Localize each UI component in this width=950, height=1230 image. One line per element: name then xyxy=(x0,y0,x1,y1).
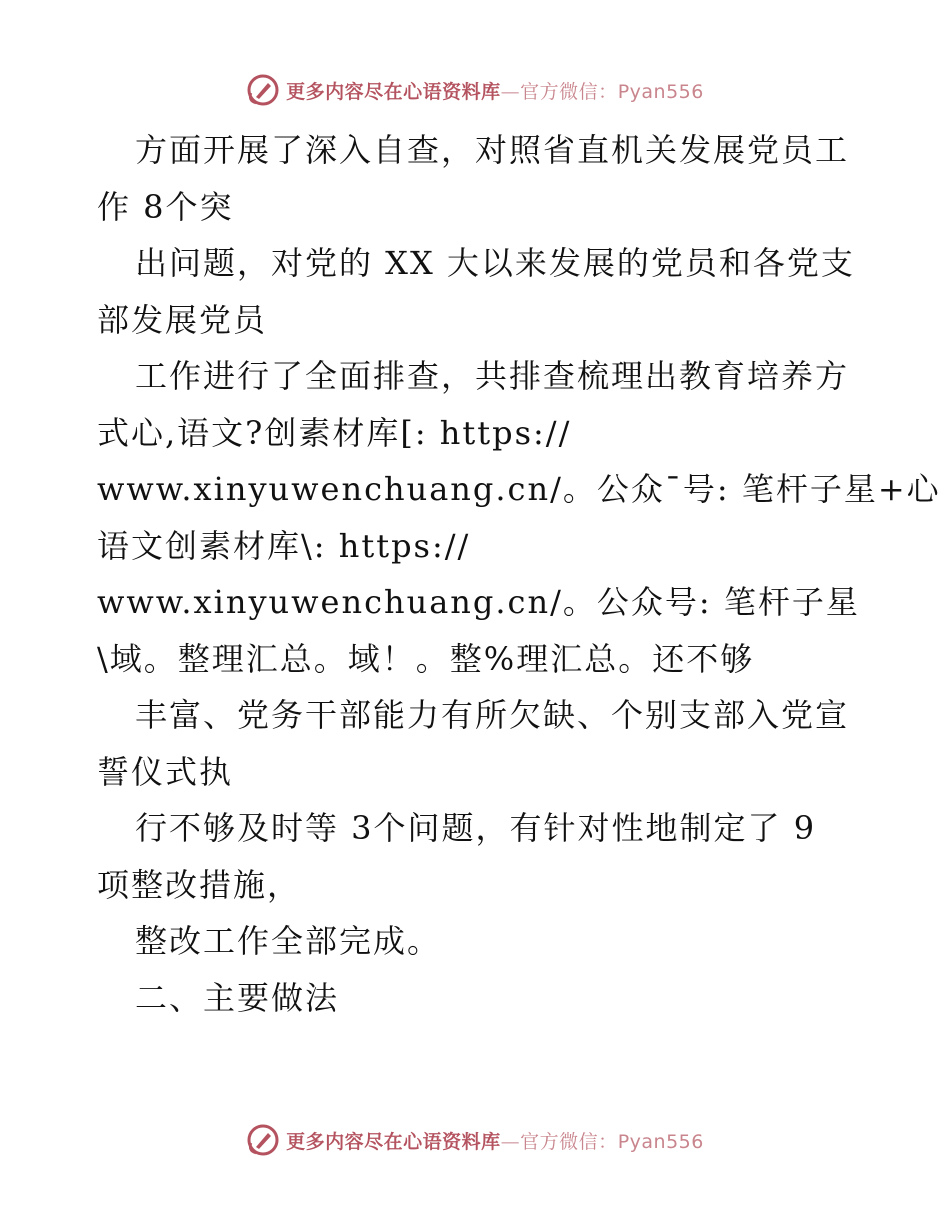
body-line: www.xinyuwenchuang.cn/。公众¯号: 笔杆子星+心 xyxy=(97,470,941,508)
document-body xyxy=(97,122,941,1026)
body-line: 作 8个突 xyxy=(97,187,234,226)
circle-pen-logo-icon xyxy=(246,73,280,107)
body-line: 行不够及时等 3个问题，有针对性地制定了 9 xyxy=(135,809,817,847)
circle-pen-logo-icon xyxy=(246,1123,280,1157)
watermark-account: Pyan556 xyxy=(617,80,704,103)
body-line: 出问题，对党的 XX 大以来发展的党员和各党支 xyxy=(135,244,855,282)
body-line: 部发展党员 xyxy=(97,300,268,339)
watermark-text xyxy=(286,77,704,104)
body-line: \域。整理汇总。域！。整%理汇总。还不够 xyxy=(97,639,755,678)
body-line: 工作进行了全面排查，共排查梳理出教育培养方 xyxy=(135,357,850,395)
body-line: 式心,语文?创素材库[: https:// xyxy=(97,413,572,452)
watermark-account: Pyan556 xyxy=(617,1130,704,1153)
watermark-main: 更多内容尽在心语资料库 xyxy=(286,1130,501,1153)
body-line: 整改工作全部完成。 xyxy=(135,922,442,960)
body-line: 二、主要做法 xyxy=(135,978,340,1017)
body-line: www.xinyuwenchuang.cn/。公众号: 笔杆子星 xyxy=(97,583,860,621)
body-line: 丰富、党务干部能力有所欠缺、个别支部入党宣 xyxy=(135,696,850,734)
watermark-dash: — xyxy=(500,1130,521,1153)
watermark-official: 官方微信： xyxy=(520,80,618,103)
watermark-text xyxy=(286,1127,704,1154)
body-line: 誓仪式执 xyxy=(97,752,234,791)
header-watermark xyxy=(0,70,950,110)
watermark-main: 更多内容尽在心语资料库 xyxy=(286,80,501,103)
watermark-official: 官方微信： xyxy=(520,1130,618,1153)
body-line: 方面开展了深入自查，对照省直机关发展党员工 xyxy=(135,131,850,169)
body-line: 语文创素材库\: https:// xyxy=(97,526,471,565)
body-line: 项整改措施， xyxy=(97,865,302,904)
watermark-dash: — xyxy=(500,80,521,103)
footer-watermark xyxy=(0,1120,950,1160)
